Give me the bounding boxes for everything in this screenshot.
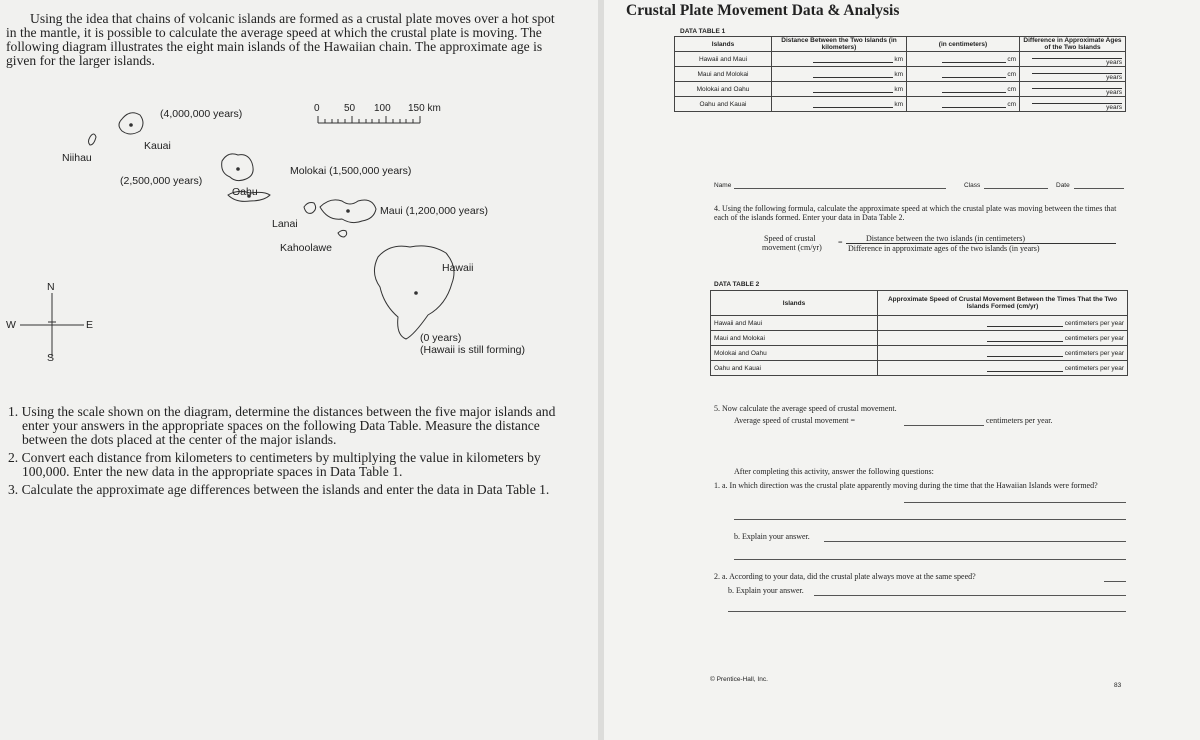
speed-field[interactable] xyxy=(987,356,1063,357)
formula-numerator: Distance between the two islands (in centimeters) xyxy=(866,234,1026,243)
answer-1b-line-1[interactable] xyxy=(824,541,1126,542)
table1-header-islands: Islands xyxy=(675,37,772,52)
oahu-center-dot xyxy=(236,167,240,171)
formula-lhs-2: movement (cm/yr) xyxy=(762,243,822,252)
km-field[interactable] xyxy=(813,92,893,93)
table-row: Maui and Molokai centimeters per year xyxy=(711,331,1128,346)
table-row: Oahu and Kauai km cm years xyxy=(675,97,1126,112)
kahoolawe-label: Kahoolawe xyxy=(280,242,332,254)
answer-1a-line-1[interactable] xyxy=(904,502,1126,503)
km-field[interactable] xyxy=(813,62,893,63)
question-4: 4. Using the following formula, calculate the approximate speed at which the crustal plate was moving between the times that each of the islands formed. Enter your data in Data Table 2. xyxy=(714,204,1117,222)
class-label: Class xyxy=(964,182,981,189)
answer-2a-line[interactable] xyxy=(1104,581,1126,582)
speed-field[interactable] xyxy=(987,326,1063,327)
table1-header-age: Difference in Approximate Ages of the Two Islands xyxy=(1020,37,1126,52)
scale-label-100: 100 xyxy=(374,103,391,114)
kahoolawe-island xyxy=(338,230,347,237)
table-row: Molokai and Oahu centimeters per year xyxy=(711,346,1128,361)
compass-n: N xyxy=(47,281,55,293)
oahu-age-label: (2,500,000 years) xyxy=(120,175,203,187)
question-2: 2. Convert each distance from kilometers to centimeters by multiplying the value in kilometers by 100,000. Enter the new data in the appropriate spaces in Data Table 1. xyxy=(8,450,541,479)
cm-field[interactable] xyxy=(942,107,1006,108)
name-label: Name xyxy=(714,182,732,189)
km-field[interactable] xyxy=(813,77,893,78)
cm-field[interactable] xyxy=(942,92,1006,93)
lanai-label: Lanai xyxy=(272,218,298,230)
table2-header-islands: Islands xyxy=(711,291,878,316)
kauai-label: Kauai xyxy=(144,140,171,152)
question-1a: 1. a. In which direction was the crustal plate apparently moving during the time that the Hawaiian Islands were formed? xyxy=(714,481,1098,490)
speed-field[interactable] xyxy=(987,341,1063,342)
intro-paragraph: Using the idea that chains of volcanic islands are formed as a crustal plate moves over a hot spot in the mantle, it is possible to calculate the average speed at which the crustal plate is moving. The following diagram illustrates the eight main islands of the Hawaiian chain. The approximate age is given for the larger islands. xyxy=(6,11,555,68)
data-table-2 xyxy=(710,290,1128,376)
table-row: Hawaii and Maui centimeters per year xyxy=(711,316,1128,331)
answer-1b-line-2[interactable] xyxy=(734,559,1126,560)
answer-2b-line-1[interactable] xyxy=(814,595,1126,596)
average-speed-unit: centimeters per year. xyxy=(986,416,1053,425)
scale-label-0: 0 xyxy=(314,103,320,114)
question-list xyxy=(8,405,568,501)
formula-denominator: Difference in approximate ages of the two islands (in years) xyxy=(848,244,1040,253)
compass-s: S xyxy=(47,352,55,364)
hawaii-island xyxy=(374,246,454,339)
date-label: Date xyxy=(1056,182,1070,189)
table-row: Oahu and Kauai centimeters per year xyxy=(711,361,1128,376)
compass-e: E xyxy=(86,319,94,331)
question-2b: b. Explain your answer. xyxy=(728,586,804,595)
answer-2b-line-2[interactable] xyxy=(728,611,1126,612)
question-1: 1. Using the scale shown on the diagram, determine the distances between the five major islands and enter your answers in the appropriate spaces on the following Data Table. Measure the distance between the dots placed at the center of the major islands. xyxy=(8,404,556,447)
class-field[interactable] xyxy=(984,188,1048,189)
niihau-island xyxy=(89,134,97,145)
question-3: 3. Calculate the approximate age differences between the islands and enter the data in Data Table 1. xyxy=(8,482,550,497)
after-activity-instructions: After completing this activity, answer the following questions: xyxy=(734,467,934,476)
hawaii-center-dot xyxy=(414,291,418,295)
name-field[interactable] xyxy=(734,188,946,189)
maui-label: Maui (1,200,000 years) xyxy=(380,205,488,217)
km-field[interactable] xyxy=(813,107,893,108)
question-5: 5. Now calculate the average speed of crustal movement. xyxy=(714,404,897,413)
answer-1a-line-2[interactable] xyxy=(734,519,1126,520)
formula-lhs-1: Speed of crustal xyxy=(764,234,816,243)
data-table-1 xyxy=(674,36,1126,112)
average-speed-field[interactable] xyxy=(904,425,984,426)
right-page xyxy=(604,0,1200,740)
table2-header-speed: Approximate Speed of Crustal Movement Between the Times That the Two Islands Formed (cm/yr) xyxy=(878,291,1128,316)
oahu-island xyxy=(222,154,253,181)
hawaii-age-label: (0 years) xyxy=(420,332,462,344)
page-number: 83 xyxy=(1114,682,1122,689)
page-title: Crustal Plate Movement Data & Analysis xyxy=(626,2,900,19)
question-1b: b. Explain your answer. xyxy=(734,532,810,541)
average-speed-label: Average speed of crustal movement = xyxy=(734,416,855,425)
speed-field[interactable] xyxy=(987,371,1063,372)
table-row: Molokai and Oahu km cm years xyxy=(675,82,1126,97)
data-table-2-caption: DATA TABLE 2 xyxy=(714,281,760,288)
scale-label-50: 50 xyxy=(344,103,356,114)
formula-equals: = xyxy=(838,238,843,247)
scale-bar xyxy=(318,116,420,123)
scale-label-150: 150 km xyxy=(408,103,441,114)
molokai-label: Molokai (1,500,000 years) xyxy=(290,165,412,177)
table1-header-cm: (in centimeters) xyxy=(907,37,1020,52)
copyright-footer: © Prentice-Hall, Inc. xyxy=(710,676,768,683)
lanai-island xyxy=(304,203,316,214)
kauai-age-label: (4,000,000 years) xyxy=(160,108,243,120)
data-table-1-caption: DATA TABLE 1 xyxy=(680,28,726,35)
table-row: Maui and Molokai km cm years xyxy=(675,67,1126,82)
date-field[interactable] xyxy=(1074,188,1124,189)
left-page xyxy=(0,0,598,740)
cm-field[interactable] xyxy=(942,77,1006,78)
question-2a: 2. a. According to your data, did the crustal plate always move at the same speed? xyxy=(714,572,976,581)
hawaii-label: Hawaii xyxy=(442,262,474,274)
kauai-center-dot xyxy=(129,123,133,127)
table-row: Hawaii and Maui km cm years xyxy=(675,52,1126,67)
compass-w: W xyxy=(6,319,16,331)
hawaii-forming-label: (Hawaii is still forming) xyxy=(420,344,526,356)
niihau-label: Niihau xyxy=(62,152,92,164)
cm-field[interactable] xyxy=(942,62,1006,63)
hawaiian-islands-map xyxy=(0,85,598,385)
table1-header-km: Distance Between the Two Islands (in kilometers) xyxy=(772,37,907,52)
oahu-label: Oahu xyxy=(232,186,258,198)
maui-center-dot xyxy=(346,209,350,213)
compass-rose xyxy=(20,293,84,357)
